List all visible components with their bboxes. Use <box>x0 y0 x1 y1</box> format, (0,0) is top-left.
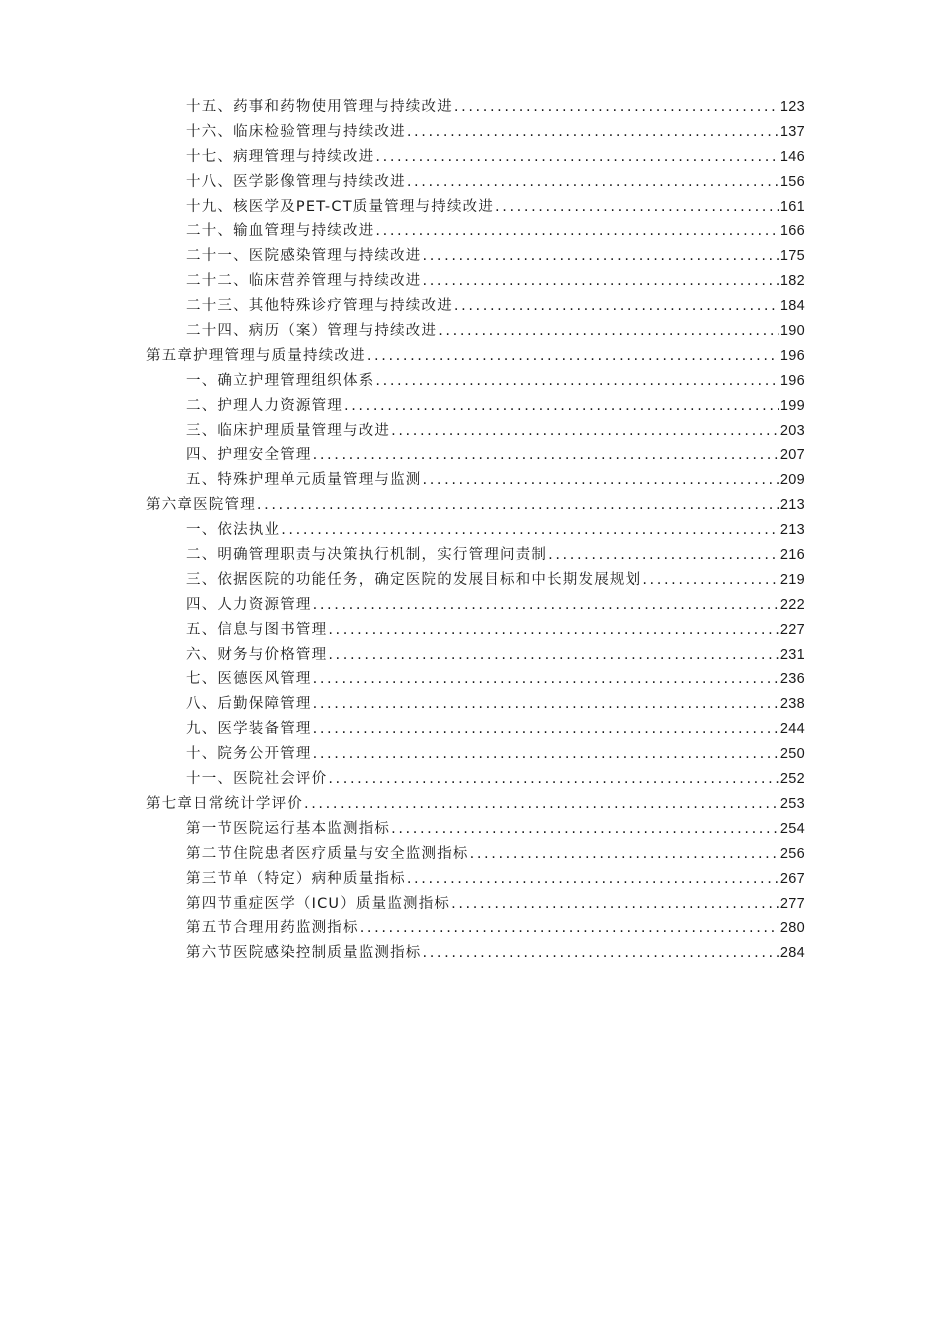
toc-dot-leader <box>423 244 779 269</box>
toc-entry-page-number: 216 <box>779 547 805 564</box>
toc-entry-title: 五、特殊护理单元质量管理与监测 <box>186 472 422 489</box>
toc-entry-title: 第一节医院运行基本监测指标 <box>186 820 391 837</box>
toc-dot-leader <box>328 767 779 792</box>
toc-entry-page-number: 146 <box>779 148 805 165</box>
toc-entry-page-number: 236 <box>779 671 805 688</box>
toc-section-entry[interactable] <box>0 269 950 294</box>
toc-chapter-entry[interactable] <box>0 344 950 369</box>
toc-section-entry[interactable] <box>0 170 950 195</box>
toc-entry-title: 第六节医院感染控制质量监测指标 <box>186 945 422 962</box>
toc-section-entry[interactable] <box>0 767 950 792</box>
toc-dot-leader <box>328 618 779 643</box>
toc-dot-leader <box>281 518 779 543</box>
toc-section-entry[interactable] <box>0 692 950 717</box>
toc-section-entry[interactable] <box>0 219 950 244</box>
toc-section-entry[interactable] <box>0 95 950 120</box>
toc-entry-page-number: 284 <box>779 945 805 962</box>
toc-dot-leader <box>344 394 779 419</box>
toc-section-entry[interactable] <box>0 916 950 941</box>
toc-dot-leader <box>407 120 779 145</box>
toc-dot-leader <box>495 195 779 220</box>
toc-dot-leader <box>360 916 779 941</box>
toc-dot-leader <box>642 568 779 593</box>
toc-entry-title: 九、医学装备管理 <box>186 721 312 738</box>
toc-entry-title: 一、依法执业 <box>186 522 281 539</box>
toc-dot-leader <box>454 294 779 319</box>
toc-entry-title: 二十一、医院感染管理与持续改进 <box>186 248 422 265</box>
toc-entry-title: 五、信息与图书管理 <box>186 621 328 638</box>
toc-section-entry[interactable] <box>0 294 950 319</box>
toc-dot-leader <box>313 742 779 767</box>
toc-entry-title: 第二节住院患者医疗质量与安全监测指标 <box>186 845 469 862</box>
toc-entry-title: 十九、核医学及PET-CT质量管理与持续改进 <box>186 198 495 215</box>
toc-entry-title: 三、临床护理质量管理与改进 <box>186 422 391 439</box>
toc-entry-title: 六、财务与价格管理 <box>186 646 328 663</box>
toc-entry-page-number: 166 <box>779 223 805 240</box>
toc-entry-title: 十八、医学影像管理与持续改进 <box>186 173 406 190</box>
toc-section-entry[interactable] <box>0 842 950 867</box>
toc-entry-page-number: 213 <box>779 497 805 514</box>
toc-entry-title: 十七、病理管理与持续改进 <box>186 148 375 165</box>
toc-section-entry[interactable] <box>0 867 950 892</box>
toc-entry-page-number: 227 <box>779 621 805 638</box>
toc-entry-page-number: 123 <box>779 99 805 115</box>
toc-entry-page-number: 161 <box>779 198 805 215</box>
toc-dot-leader <box>328 643 779 668</box>
toc-dot-leader <box>313 717 779 742</box>
toc-section-entry[interactable] <box>0 195 950 220</box>
toc-dot-leader <box>548 543 779 568</box>
toc-entry-page-number: 254 <box>779 820 805 837</box>
toc-entry-page-number: 156 <box>779 173 805 190</box>
toc-entry-page-number: 196 <box>779 372 805 389</box>
toc-entry-page-number: 253 <box>779 795 805 812</box>
toc-dot-leader <box>375 145 779 170</box>
toc-entry-title: 第七章日常统计学评价 <box>146 795 303 812</box>
toc-entry-page-number: 203 <box>779 422 805 439</box>
toc-entry-title: 八、后勤保障管理 <box>186 696 312 713</box>
toc-entry-page-number: 280 <box>779 920 805 937</box>
toc-dot-leader <box>454 95 779 120</box>
toc-section-entry[interactable] <box>0 717 950 742</box>
toc-dot-leader <box>423 468 779 493</box>
toc-entry-page-number: 213 <box>779 522 805 539</box>
toc-section-entry[interactable] <box>0 568 950 593</box>
toc-entry-page-number: 222 <box>779 596 805 613</box>
toc-entry-page-number: 219 <box>779 571 805 588</box>
toc-entry-page-number: 256 <box>779 845 805 862</box>
toc-section-entry[interactable] <box>0 394 950 419</box>
toc-section-entry[interactable] <box>0 518 950 543</box>
toc-entry-page-number: 137 <box>779 123 805 140</box>
toc-entry-page-number: 244 <box>779 721 805 738</box>
toc-entry-title: 第六章医院管理 <box>146 497 256 514</box>
toc-dot-leader <box>407 867 779 892</box>
toc-chapter-entry[interactable] <box>0 493 950 518</box>
toc-dot-leader <box>313 593 779 618</box>
toc-entry-title: 十五、药事和药物使用管理与持续改进 <box>186 99 453 115</box>
toc-entry-page-number: 209 <box>779 472 805 489</box>
toc-entry-title: 七、医德医风管理 <box>186 671 312 688</box>
table-of-contents <box>0 95 950 966</box>
toc-section-entry[interactable] <box>0 817 950 842</box>
toc-section-entry[interactable] <box>0 643 950 668</box>
toc-entry-page-number: 175 <box>779 248 805 265</box>
toc-dot-leader <box>375 219 779 244</box>
toc-entry-page-number: 277 <box>779 895 805 912</box>
toc-section-entry[interactable] <box>0 419 950 444</box>
toc-dot-leader <box>407 170 779 195</box>
toc-entry-title: 二十四、病历（案）管理与持续改进 <box>186 323 438 340</box>
toc-section-entry[interactable] <box>0 369 950 394</box>
toc-section-entry[interactable] <box>0 667 950 692</box>
toc-entry-title: 二十三、其他特殊诊疗管理与持续改进 <box>186 298 453 315</box>
toc-entry-page-number: 267 <box>779 870 805 887</box>
toc-entry-title: 十、院务公开管理 <box>186 746 312 763</box>
toc-dot-leader <box>304 792 779 817</box>
toc-entry-page-number: 196 <box>779 347 805 364</box>
toc-section-entry[interactable] <box>0 120 950 145</box>
toc-dot-leader <box>470 842 779 867</box>
toc-entry-page-number: 231 <box>779 646 805 663</box>
toc-section-entry[interactable] <box>0 468 950 493</box>
toc-entry-title: 第五节合理用药监测指标 <box>186 920 359 937</box>
toc-dot-leader <box>313 667 779 692</box>
toc-dot-leader <box>257 493 779 518</box>
toc-entry-title: 十六、临床检验管理与持续改进 <box>186 123 406 140</box>
toc-dot-leader <box>423 941 779 966</box>
toc-entry-page-number: 238 <box>779 696 805 713</box>
toc-dot-leader <box>391 419 779 444</box>
toc-dot-leader <box>438 319 779 344</box>
toc-entry-title: 三、依据医院的功能任务，确定医院的发展目标和中长期发展规划 <box>186 571 642 588</box>
toc-dot-leader <box>313 443 779 468</box>
toc-section-entry[interactable] <box>0 742 950 767</box>
toc-section-entry[interactable] <box>0 618 950 643</box>
toc-entry-page-number: 184 <box>779 298 805 315</box>
toc-entry-page-number: 199 <box>779 397 805 414</box>
toc-dot-leader <box>423 269 779 294</box>
toc-dot-leader <box>367 344 779 369</box>
toc-entry-title: 二、明确管理职责与决策执行机制，实行管理问责制 <box>186 547 548 564</box>
toc-section-entry[interactable] <box>0 593 950 618</box>
toc-dot-leader <box>391 817 779 842</box>
toc-dot-leader <box>375 369 779 394</box>
toc-entry-page-number: 190 <box>779 323 805 340</box>
toc-section-entry[interactable] <box>0 244 950 269</box>
toc-entry-title: 二、护理人力资源管理 <box>186 397 343 414</box>
toc-entry-page-number: 252 <box>779 771 805 788</box>
toc-entry-title: 第五章护理管理与质量持续改进 <box>146 347 366 364</box>
toc-entry-page-number: 207 <box>779 447 805 464</box>
toc-dot-leader <box>313 692 779 717</box>
toc-entry-title: 二十二、临床营养管理与持续改进 <box>186 273 422 290</box>
toc-entry-title: 一、确立护理管理组织体系 <box>186 372 375 389</box>
toc-section-entry[interactable] <box>0 443 950 468</box>
toc-dot-leader <box>451 892 779 917</box>
toc-entry-page-number: 182 <box>779 273 805 290</box>
toc-section-entry[interactable] <box>0 319 950 344</box>
toc-chapter-entry[interactable] <box>0 792 950 817</box>
toc-section-entry[interactable] <box>0 941 950 966</box>
toc-entry-title: 十一、医院社会评价 <box>186 771 328 788</box>
toc-section-entry[interactable] <box>0 543 950 568</box>
toc-section-entry[interactable] <box>0 892 950 917</box>
toc-entry-title: 四、人力资源管理 <box>186 596 312 613</box>
toc-entry-page-number: 250 <box>779 746 805 763</box>
toc-entry-title: 第三节单（特定）病种质量指标 <box>186 870 406 887</box>
toc-entry-title: 二十、输血管理与持续改进 <box>186 223 375 240</box>
toc-entry-title: 第四节重症医学（ICU）质量监测指标 <box>186 895 451 912</box>
toc-section-entry[interactable] <box>0 145 950 170</box>
toc-entry-title: 四、护理安全管理 <box>186 447 312 464</box>
